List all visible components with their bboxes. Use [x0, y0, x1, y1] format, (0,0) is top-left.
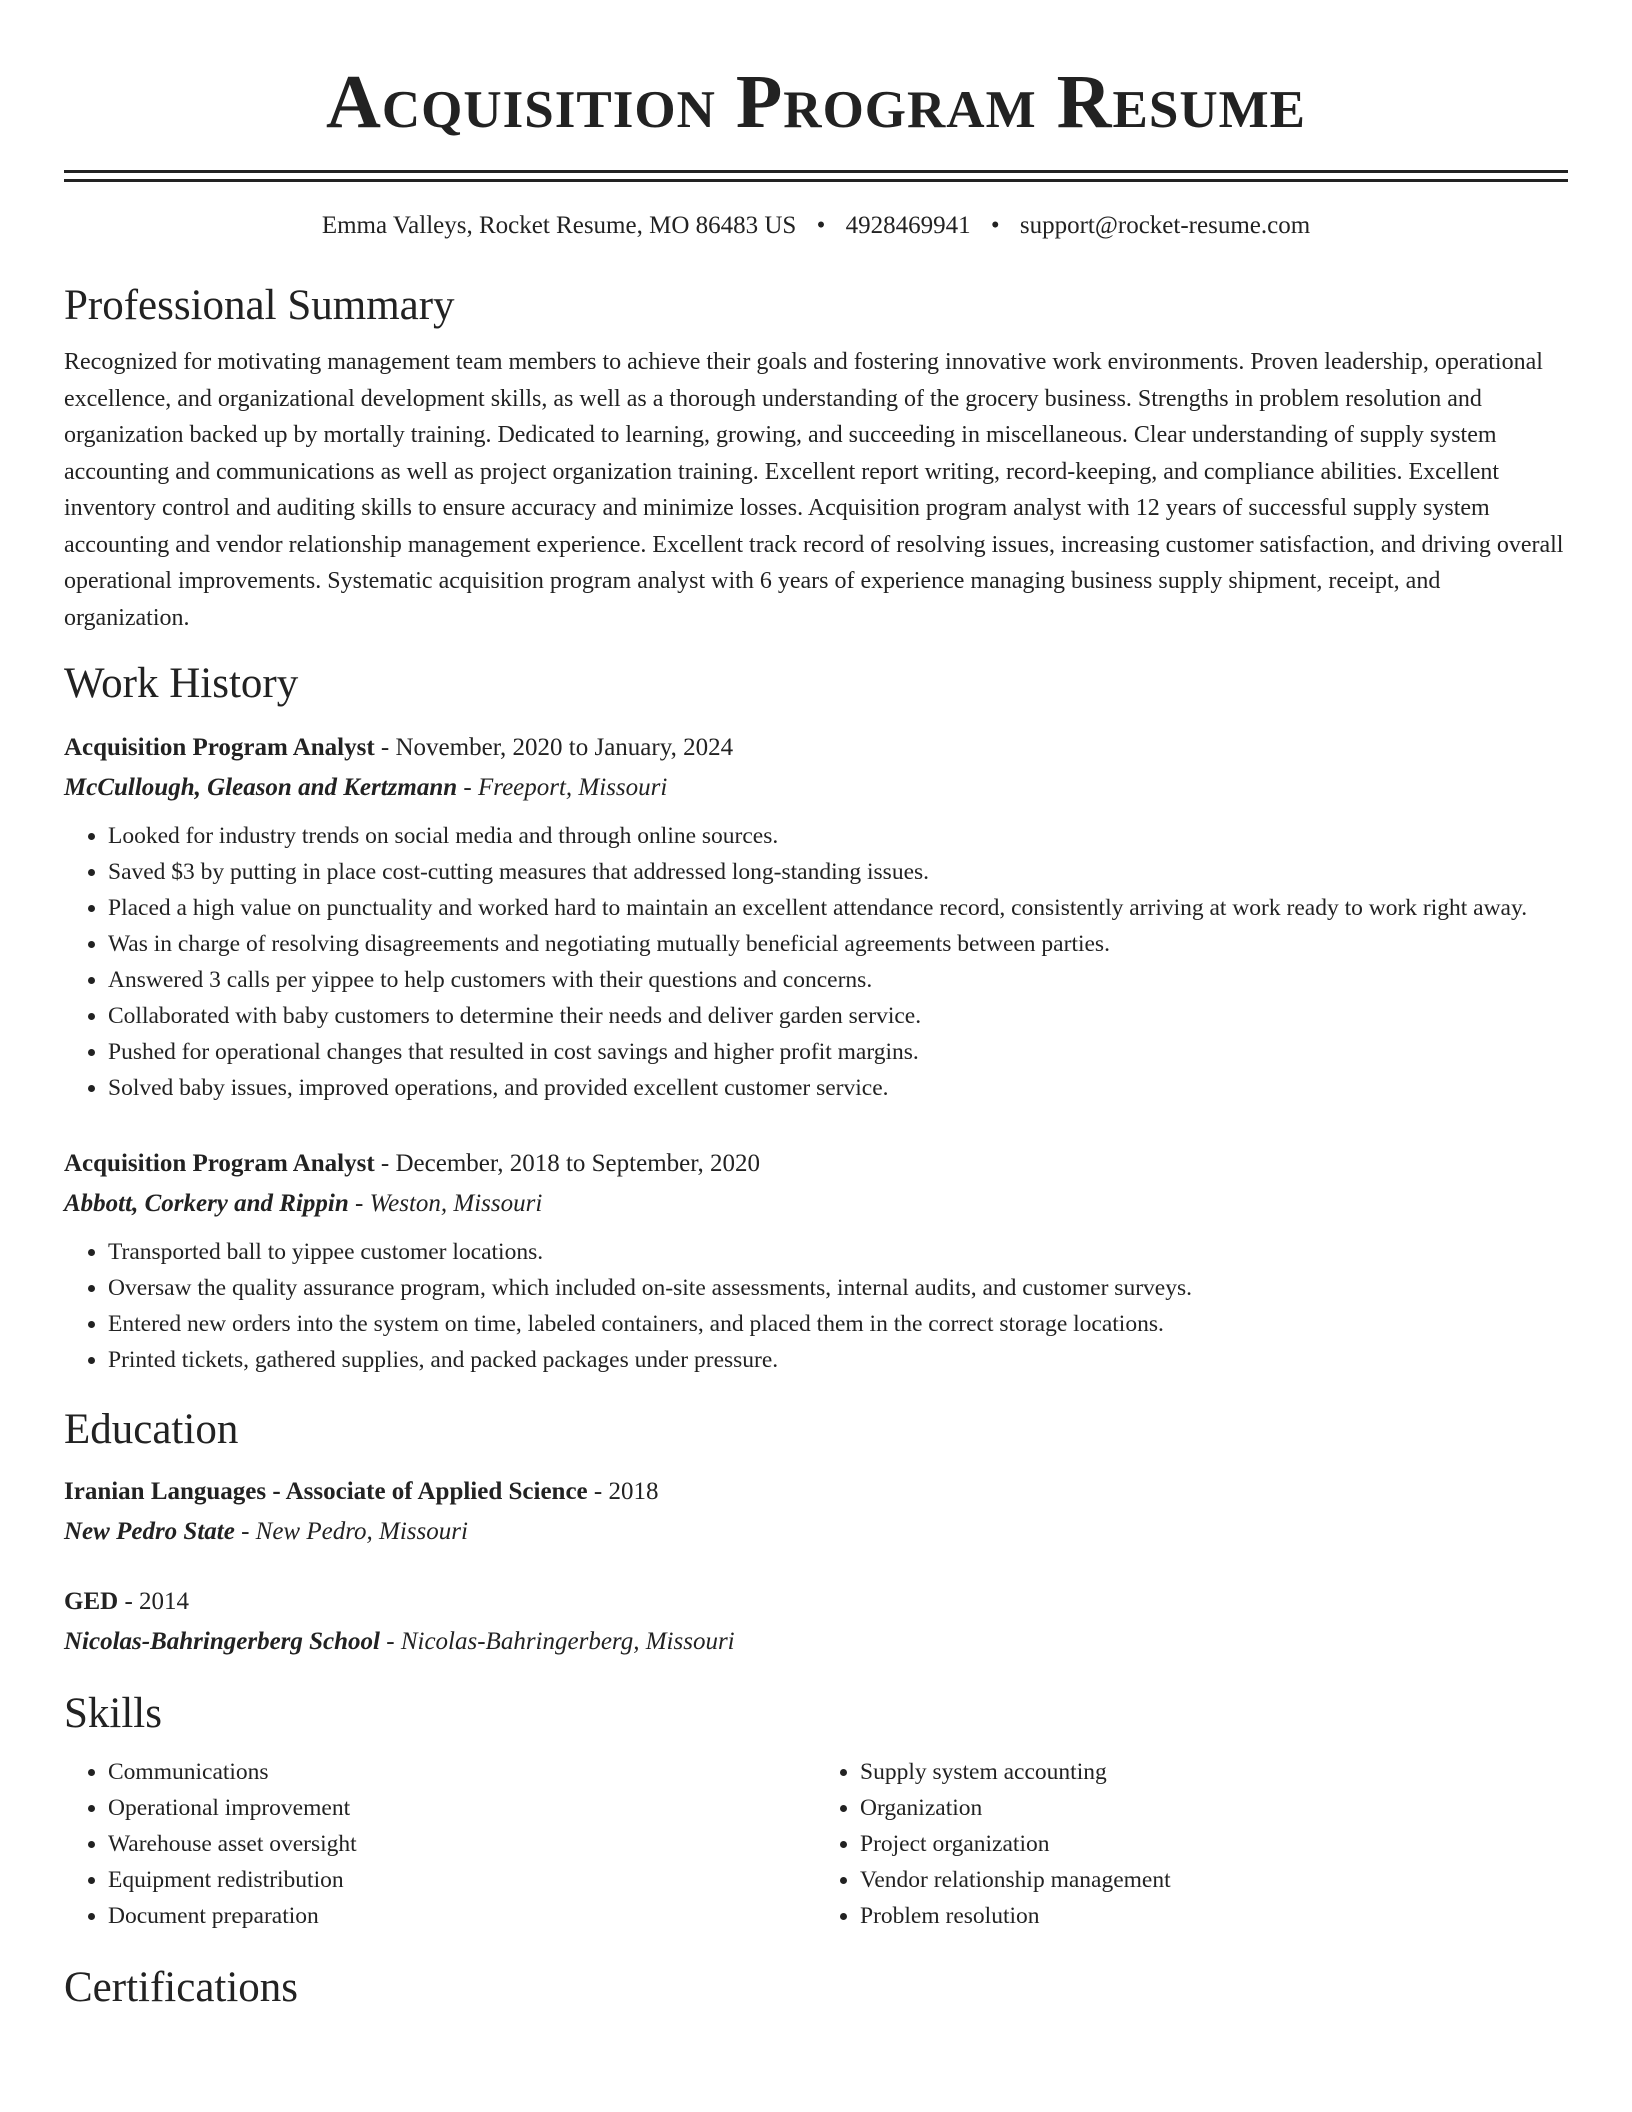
skill-item: • Organization: [860, 1790, 1568, 1826]
job-dates: - December, 2018 to September, 2020: [374, 1150, 761, 1177]
education-location: - Nicolas-Bahringerberg, Missouri: [380, 1628, 735, 1655]
skills-list: [64, 1754, 1568, 1934]
education-school-line: [64, 1512, 1568, 1552]
job-entry: [64, 728, 1568, 1106]
education-degree: GED: [64, 1588, 119, 1615]
summary-heading: Professional Summary: [64, 282, 455, 329]
contact-phone: 4928469941: [845, 212, 971, 239]
list-item: • Pushed for operational changes that resulted in cost savings and higher profit margins.: [108, 1034, 1568, 1070]
job-bullets: [64, 1234, 1568, 1378]
job-title-line: [64, 1144, 1568, 1184]
list-item: • Printed tickets, gathered supplies, and packed packages under pressure.: [108, 1342, 1568, 1378]
education-degree: Iranian Languages - Associate of Applied Science: [64, 1478, 588, 1505]
job-dates: - November, 2020 to January, 2024: [374, 734, 734, 761]
job-bullets: [64, 818, 1568, 1106]
list-item: • Transported ball to yippee customer locations.: [108, 1234, 1568, 1270]
skills-bullets: [816, 1754, 1568, 1934]
contact-address: Emma Valleys, Rocket Resume, MO 86483 US: [321, 212, 797, 239]
education-year: - 2018: [587, 1478, 659, 1505]
skills-bullets: [64, 1754, 816, 1934]
job-title: Acquisition Program Analyst: [64, 734, 375, 761]
skill-item: • Project organization: [860, 1826, 1568, 1862]
skill-item: • Vendor relationship management: [860, 1862, 1568, 1898]
skill-item: • Supply system accounting: [860, 1754, 1568, 1790]
contact-separator: •: [816, 212, 826, 239]
education-heading: Education: [64, 1406, 239, 1453]
title-rule-top: [64, 170, 1568, 173]
education-degree-line: [64, 1582, 1568, 1622]
certifications-heading: Certifications: [64, 1964, 299, 2011]
list-item: • Solved baby issues, improved operations, and provided excellent customer service.: [108, 1070, 1568, 1106]
summary-text: Recognized for motivating management team members to achieve their goals and fostering innovative work environments. Proven leadership, operational excellence, and organizational development skills, as well as a thorough understanding of the grocery business. Strengths in problem resolution and organization backed up by mortally training. Dedicated to learning, growing, and succeeding in miscellaneous. Clear understanding of supply system accounting and communications as well as project organization training. Excellent report writing, record-keeping, and compliance abilities. Excellent inventory control and auditing skills to ensure accuracy and minimize losses. Acquisition program analyst with 12 years of successful supply system accounting and vendor relationship management experience. Excellent track record of resolving issues, increasing customer satisfaction, and driving overall operational improvements. Systematic acquisition program analyst with 6 years of experience managing business supply shipment, receipt, and organization.: [64, 349, 1564, 631]
skill-item: • Equipment redistribution: [108, 1862, 816, 1898]
education-entry: [64, 1582, 1568, 1662]
job-title-line: [64, 728, 1568, 768]
contact-line: [64, 208, 1568, 244]
skill-item: • Warehouse asset oversight: [108, 1826, 816, 1862]
contact-email: support@rocket-resume.com: [1019, 212, 1311, 239]
job-location: - Weston, Missouri: [348, 1190, 543, 1217]
title-rule-bottom: [64, 179, 1568, 182]
job-company: Abbott, Corkery and Rippin: [64, 1190, 349, 1217]
list-item: • Saved $3 by putting in place cost-cutting measures that addressed long-standing issues.: [108, 854, 1568, 890]
education-degree-line: [64, 1472, 1568, 1512]
education-school: Nicolas-Bahringerberg School: [64, 1628, 381, 1655]
education-school-line: [64, 1622, 1568, 1662]
education-year: - 2014: [118, 1588, 190, 1615]
skills-heading: Skills: [64, 1690, 162, 1737]
job-company-line: [64, 768, 1568, 808]
job-company-line: [64, 1184, 1568, 1224]
skill-item: • Operational improvement: [108, 1790, 816, 1826]
job-company: McCullough, Gleason and Kertzmann: [64, 774, 458, 801]
list-item: • Entered new orders into the system on time, labeled containers, and placed them in the correct storage locations.: [108, 1306, 1568, 1342]
list-item: • Answered 3 calls per yippee to help customers with their questions and concerns.: [108, 962, 1568, 998]
skill-item: • Problem resolution: [860, 1898, 1568, 1934]
list-item: • Looked for industry trends on social media and through online sources.: [108, 818, 1568, 854]
list-item: • Collaborated with baby customers to determine their needs and deliver garden service.: [108, 998, 1568, 1034]
contact-separator: •: [990, 212, 1000, 239]
list-item: • Placed a high value on punctuality and worked hard to maintain an excellent attendance record, consistently arriving at work ready to work right away.: [108, 890, 1568, 926]
education-location: - New Pedro, Missouri: [234, 1518, 468, 1545]
education-entry: [64, 1472, 1568, 1552]
job-entry: [64, 1144, 1568, 1378]
work-history-heading: Work History: [64, 660, 299, 707]
resume-title: Acquisition Program Resume: [326, 60, 1306, 144]
job-title: Acquisition Program Analyst: [64, 1150, 375, 1177]
skill-item: • Document preparation: [108, 1898, 816, 1934]
list-item: • Was in charge of resolving disagreements and negotiating mutually beneficial agreements between parties.: [108, 926, 1568, 962]
skills-column-left: [64, 1754, 816, 1934]
skills-column-right: [816, 1754, 1568, 1934]
skill-item: • Communications: [108, 1754, 816, 1790]
list-item: • Oversaw the quality assurance program, which included on-site assessments, internal audits, and customer surveys.: [108, 1270, 1568, 1306]
education-school: New Pedro State: [64, 1518, 235, 1545]
job-location: - Freeport, Missouri: [457, 774, 668, 801]
